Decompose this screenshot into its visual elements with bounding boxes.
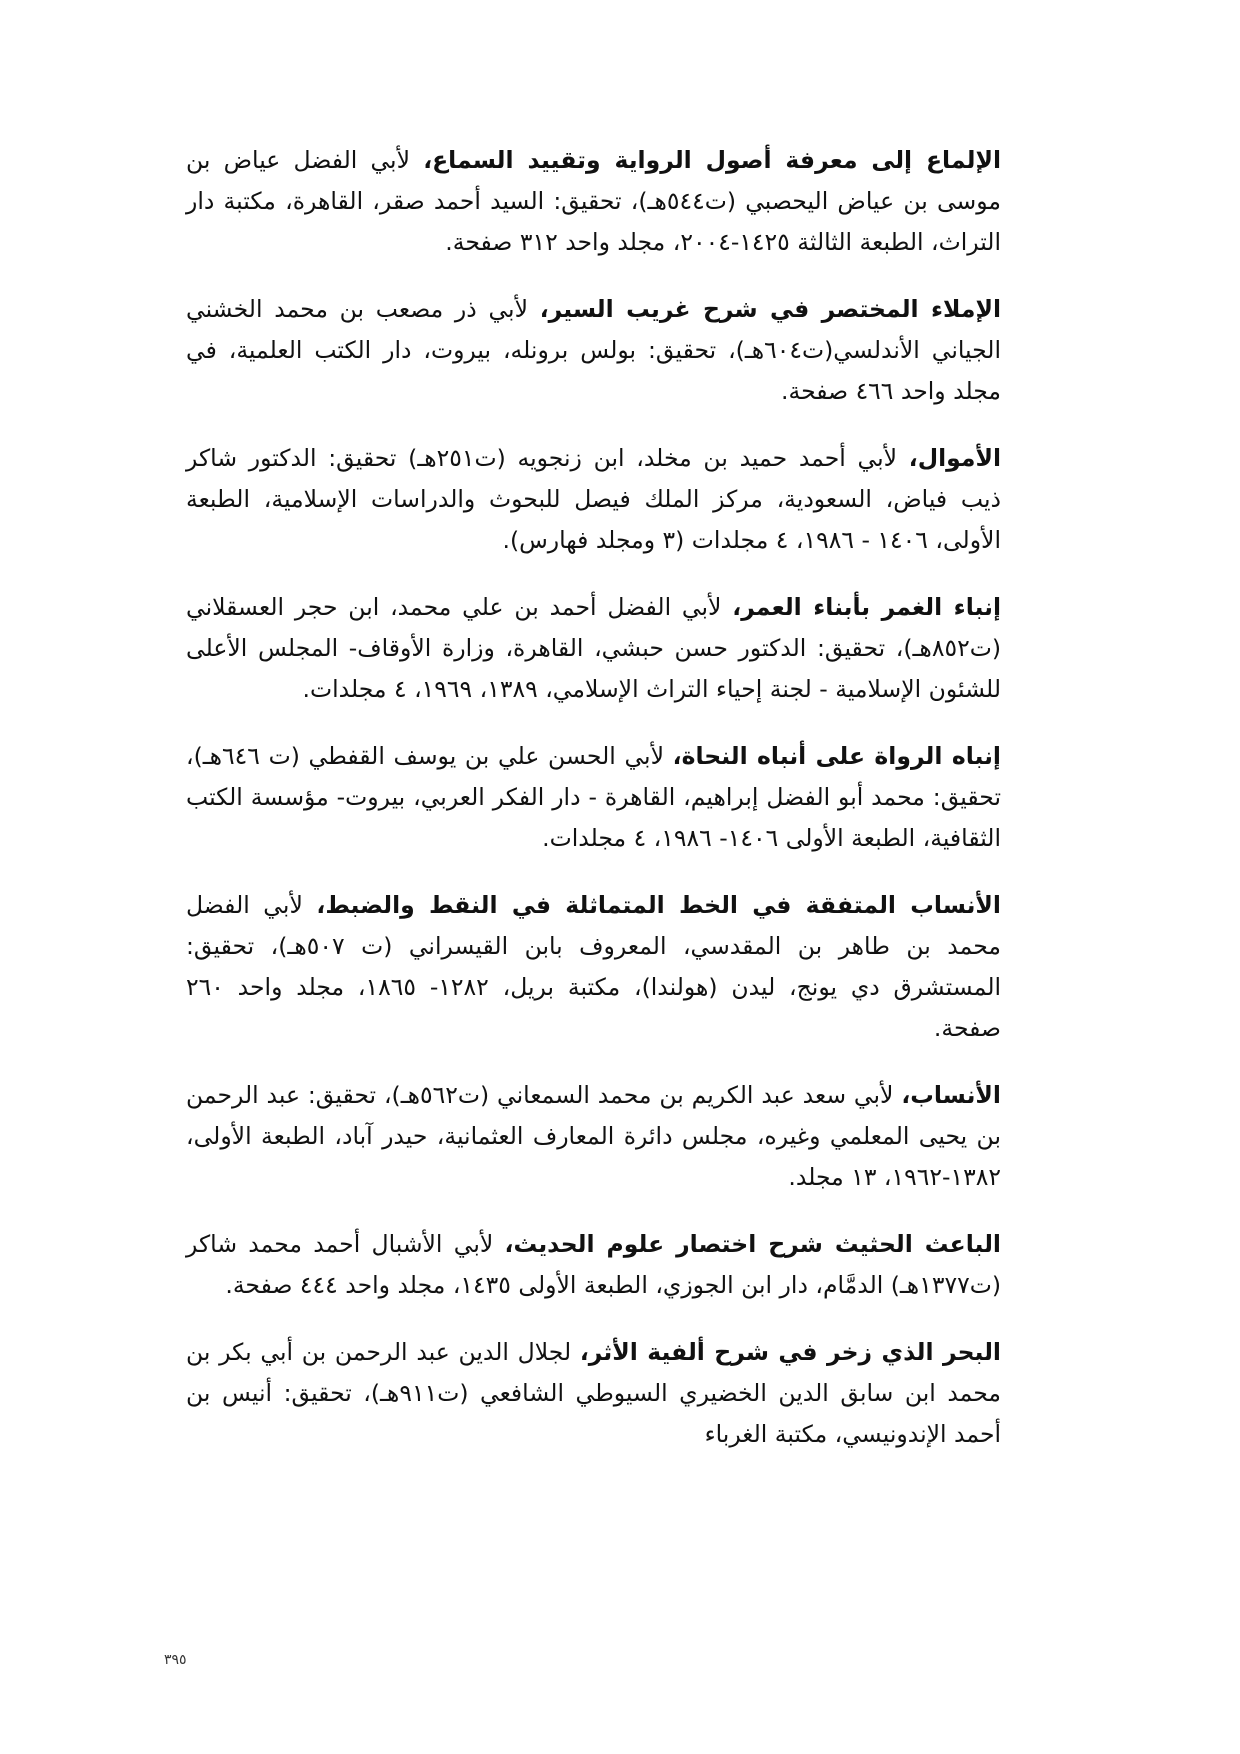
entry-title: إنباء الغمر بأبناء العمر، xyxy=(732,593,1001,621)
entry-title: الأموال، xyxy=(908,444,1002,472)
entry-title: الإلماع إلى معرفة أصول الرواية وتقييد السماع، xyxy=(423,146,1001,174)
entry-body: لأبي أحمد حميد بن مخلد، ابن زنجويه (ت٢٥١هـ) تحقيق: الدكتور شاكر ذيب فياض، السعودية، مركز الملك فيصل للبحوث والدراسات الإسلامية، الطبعة الأولى، ١٤٠٦ - ١٩٨٦، ٤ مجلدات (٣ ومجلد فهارس). xyxy=(186,444,1001,554)
bibliography-entry-2 xyxy=(186,289,1001,412)
bibliography-entry-8 xyxy=(186,1224,1001,1306)
bibliography-entry-6 xyxy=(186,885,1001,1049)
entry-body: لأبي الحسن علي بن يوسف القفطي (ت ٦٤٦هـ)، تحقيق: محمد أبو الفضل إبراهيم، القاهرة - دار الفكر العربي، بيروت- مؤسسة الكتب الثقافية، الطبعة الأولى ١٤٠٦- ١٩٨٦، ٤ مجلدات. xyxy=(186,742,1001,852)
entry-body: لأبي ذر مصعب بن محمد الخشني الجياني الأندلسي(ت٦٠٤هـ)، تحقيق: بولس برونله، بيروت، دار الكتب العلمية، في مجلد واحد ٤٦٦ صفحة. xyxy=(186,295,1001,405)
entry-title: إنباه الرواة على أنباه النحاة، xyxy=(672,742,1001,770)
entry-body: لأبي الفضل أحمد بن علي محمد، ابن حجر العسقلاني (ت٨٥٢هـ)، تحقيق: الدكتور حسن حبشي، القاهرة، وزارة الأوقاف- المجلس الأعلى للشئون الإسلامية - لجنة إحياء التراث الإسلامي، ١٣٨٩، ١٩٦٩، ٤ مجلدات. xyxy=(186,593,1001,703)
bibliography-entry-7 xyxy=(186,1075,1001,1198)
entry-title: الأنساب المتفقة في الخط المتماثلة في النقط والضبط، xyxy=(316,891,1001,919)
entry-body: لأبي سعد عبد الكريم بن محمد السمعاني (ت٥٦٢هـ)، تحقيق: عبد الرحمن بن يحيى المعلمي وغيره، مجلس دائرة المعارف العثمانية، حيدر آباد، الطبعة الأولى، ١٣٨٢-١٩٦٢، ١٣ مجلد. xyxy=(186,1081,1001,1191)
entry-body: لأبي الفضل محمد بن طاهر بن المقدسي، المعروف بابن القيسراني (ت ٥٠٧هـ)، تحقيق: المستشرق دي يونج، ليدن (هولندا)، مكتبة بريل، ١٢٨٢- ١٨٦٥، مجلد واحد ٢٦٠ صفحة. xyxy=(186,891,1002,1042)
bibliography-entry-1 xyxy=(186,140,1001,263)
entry-title: الأنساب، xyxy=(901,1081,1001,1109)
bibliography-page xyxy=(186,140,1001,1481)
entry-title: الإملاء المختصر في شرح غريب السير، xyxy=(539,295,1002,323)
entry-body: لجلال الدين عبد الرحمن بن أبي بكر بن محمد ابن سابق الدين الخضيري السيوطي الشافعي (ت٩١١هـ)، تحقيق: أنيس بن أحمد الإندونيسي، مكتبة الغرباء xyxy=(186,1338,1001,1448)
bibliography-entry-3 xyxy=(186,438,1001,561)
entry-body: لأبي الفضل عياض بن موسى بن عياض اليحصبي (ت٥٤٤هـ)، تحقيق: السيد أحمد صقر، القاهرة، مكتبة دار التراث، الطبعة الثالثة ١٤٢٥-٢٠٠٤، مجلد واحد ٣١٢ صفحة. xyxy=(186,146,1001,256)
entry-body: لأبي الأشبال أحمد محمد شاكر (ت١٣٧٧هـ) الدمَّام، دار ابن الجوزي، الطبعة الأولى ١٤٣٥، مجلد واحد ٤٤٤ صفحة. xyxy=(186,1230,1001,1299)
bibliography-entry-4 xyxy=(186,587,1001,710)
entry-title: البحر الذي زخر في شرح ألفية الأثر، xyxy=(579,1338,1001,1366)
page-number: ٣٩٥ xyxy=(164,1652,187,1668)
bibliography-entry-9 xyxy=(186,1332,1001,1455)
entry-title: الباعث الحثيث شرح اختصار علوم الحديث، xyxy=(504,1230,1001,1258)
bibliography-entry-5 xyxy=(186,736,1001,859)
